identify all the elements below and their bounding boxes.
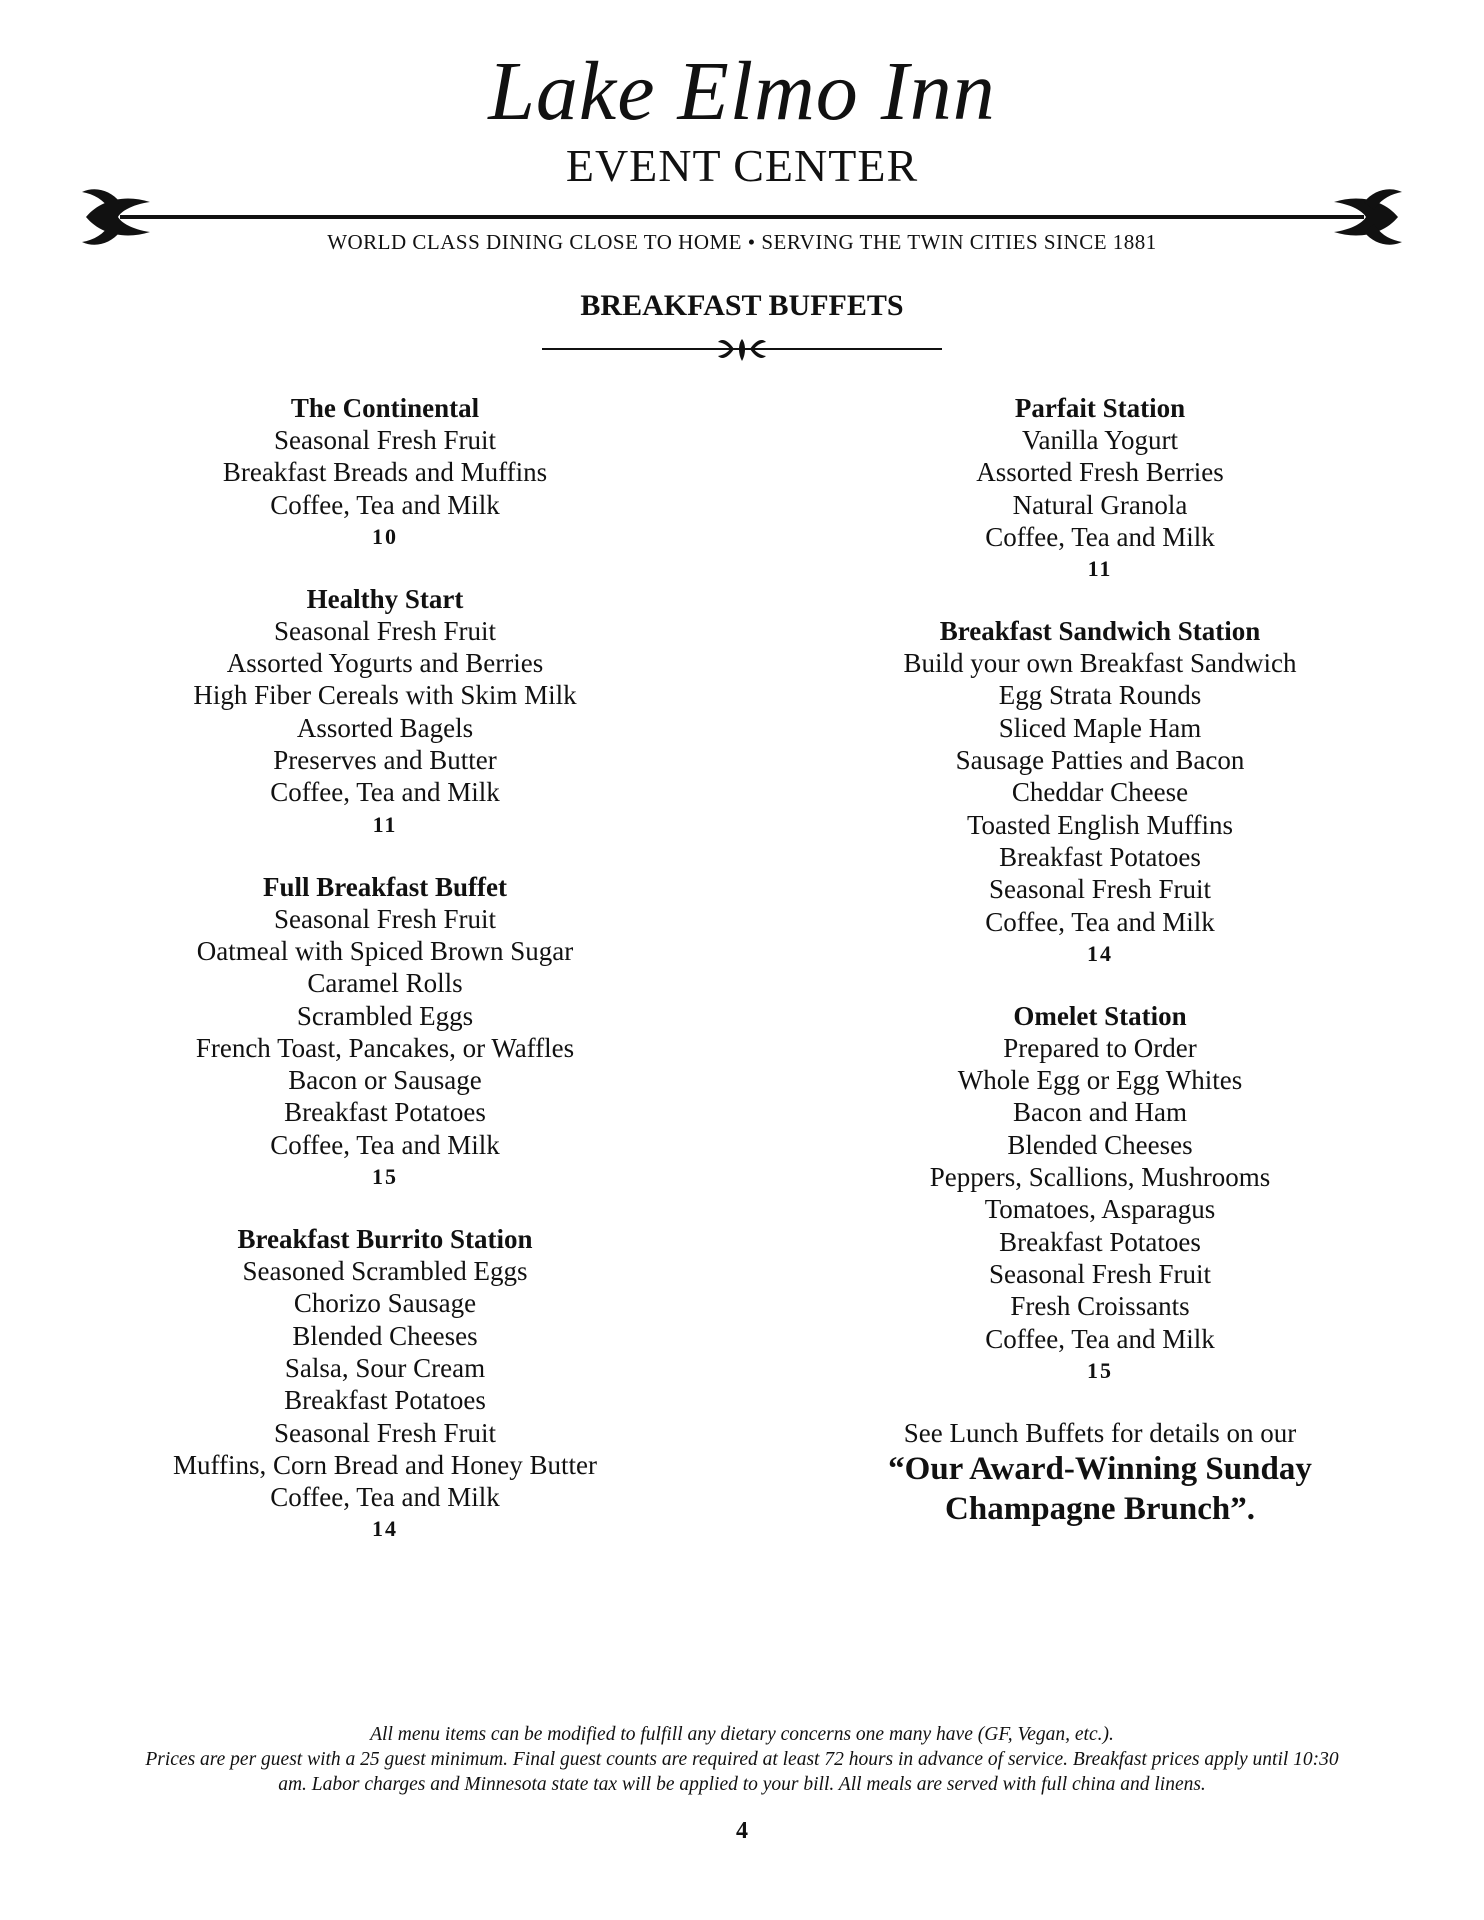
menu-block	[75, 392, 695, 553]
menu-item: Scrambled Eggs	[296, 1000, 474, 1031]
menu-item: Bacon or Sausage	[288, 1065, 482, 1096]
footer-line: am. Labor charges and Minnesota state tax will be applied to your bill. All meals are served with full china and linens.	[278, 1774, 1206, 1795]
menu-item: Salsa, Sour Cream	[284, 1352, 486, 1383]
menu-block	[75, 583, 695, 841]
menu-block-title: The Continental	[290, 393, 480, 423]
tagline: WORLD CLASS DINING CLOSE TO HOME • SERVING THE TWIN CITIES SINCE 1881	[327, 230, 1157, 254]
menu-block	[75, 1223, 695, 1545]
menu-item: Whole Egg or Egg Whites	[957, 1065, 1243, 1096]
menu-item: Cheddar Cheese	[1011, 777, 1189, 808]
menu-item: Sliced Maple Ham	[998, 712, 1202, 743]
menu-item: Seasonal Fresh Fruit	[989, 1258, 1211, 1289]
menu-item: Seasonal Fresh Fruit	[989, 874, 1211, 905]
menu-item: Seasonal Fresh Fruit	[274, 615, 496, 646]
menu-item: Assorted Yogurts and Berries	[226, 648, 544, 679]
menu-item: Seasoned Scrambled Eggs	[242, 1256, 528, 1287]
menu-item: Blended Cheeses	[1007, 1129, 1193, 1160]
menu-item: Seasonal Fresh Fruit	[274, 1417, 496, 1448]
menu-block-title: Healthy Start	[306, 583, 464, 614]
menu-item: Bacon and Ham	[1013, 1097, 1187, 1128]
menu-block	[790, 615, 1410, 970]
menu-item: Coffee, Tea and Milk	[985, 906, 1215, 937]
menu-item: Preserves and Butter	[273, 745, 497, 776]
brand-title: Lake Elmo Inn	[488, 45, 996, 138]
menu-block	[75, 871, 695, 1193]
menu-item: Assorted Fresh Berries	[976, 457, 1224, 488]
menu-block-title: Breakfast Sandwich Station	[939, 616, 1261, 647]
menu-item: Oatmeal with Spiced Brown Sugar	[196, 935, 574, 966]
menu-item: Build your own Breakfast Sandwich	[903, 648, 1297, 679]
menu-block	[790, 1000, 1410, 1387]
section-divider-ornament	[542, 334, 942, 364]
menu-block-title: Parfait Station	[1014, 393, 1186, 423]
menu-item: Caramel Rolls	[307, 968, 463, 999]
menu-item: Seasonal Fresh Fruit	[274, 903, 496, 934]
right-menu-column	[790, 392, 1410, 1529]
menu-item: Coffee, Tea and Milk	[270, 489, 500, 520]
menu-item: Tomatoes, Asparagus	[984, 1194, 1216, 1225]
menu-item: Breakfast Breads and Muffins	[222, 457, 548, 488]
menu-item: Coffee, Tea and Milk	[270, 1129, 500, 1160]
menu-block-price: 11	[372, 811, 398, 837]
menu-block	[790, 392, 1410, 585]
menu-block-price: 11	[1087, 556, 1113, 582]
menu-item: Coffee, Tea and Milk	[270, 777, 500, 808]
menu-item: Coffee, Tea and Milk	[270, 1482, 500, 1513]
menu-block-title: Omelet Station	[1013, 1000, 1187, 1031]
menu-item: Fresh Croissants	[1010, 1291, 1190, 1322]
menu-item: Chorizo Sausage	[293, 1288, 477, 1319]
menu-block-title: Breakfast Burrito Station	[237, 1224, 533, 1255]
menu-item: High Fiber Cereals with Skim Milk	[193, 680, 577, 711]
menu-item: Blended Cheeses	[292, 1320, 478, 1351]
page-number: 4	[736, 1818, 748, 1844]
left-menu-column	[75, 392, 695, 1575]
brunch-note	[790, 1417, 1410, 1529]
menu-item: Prepared to Order	[1003, 1032, 1197, 1063]
brunch-note-text: See Lunch Buffets for details on our	[903, 1417, 1297, 1448]
menu-block-price: 14	[1087, 940, 1113, 966]
menu-block-price: 14	[372, 1516, 398, 1542]
menu-item: Coffee, Tea and Milk	[985, 521, 1215, 552]
footer-line: Prices are per guest with a 25 guest minimum. Final guest counts are required at least 72 hours in advance of service. Breakfast prices apply until 10:30	[145, 1749, 1339, 1770]
brand-subtitle: EVENT CENTER	[565, 140, 919, 191]
footer-disclaimer	[40, 1722, 1444, 1797]
menu-item: Coffee, Tea and Milk	[985, 1323, 1215, 1354]
brunch-highlight-line1: “Our Award-Winning Sunday	[888, 1450, 1312, 1487]
menu-item: Sausage Patties and Bacon	[955, 745, 1245, 776]
menu-item: Seasonal Fresh Fruit	[274, 425, 496, 455]
menu-item: Toasted English Muffins	[966, 809, 1234, 840]
section-title: BREAKFAST BUFFETS	[580, 289, 904, 322]
menu-item: Breakfast Potatoes	[284, 1097, 486, 1128]
menu-item: French Toast, Pancakes, or Waffles	[195, 1032, 575, 1063]
menu-item: Breakfast Potatoes	[999, 1226, 1201, 1257]
menu-item: Breakfast Potatoes	[284, 1385, 486, 1416]
menu-block-title: Full Breakfast Buffet	[263, 871, 507, 902]
footer-line: All menu items can be modified to fulfill any dietary concerns one many have (GF, Vegan, etc.).	[370, 1724, 1114, 1745]
menu-block-price: 15	[372, 1164, 398, 1190]
menu-item: Muffins, Corn Bread and Honey Butter	[173, 1449, 597, 1480]
menu-item: Breakfast Potatoes	[999, 841, 1201, 872]
menu-item: Natural Granola	[1012, 489, 1188, 520]
menu-item: Assorted Bagels	[296, 712, 474, 743]
brunch-highlight-line2: Champagne Brunch”.	[945, 1490, 1255, 1527]
menu-block-price: 10	[372, 523, 398, 549]
menu-item: Vanilla Yogurt	[1021, 425, 1178, 455]
menu-item: Peppers, Scallions, Mushrooms	[929, 1162, 1271, 1193]
menu-item: Egg Strata Rounds	[998, 680, 1202, 711]
menu-block-price: 15	[1087, 1357, 1113, 1383]
